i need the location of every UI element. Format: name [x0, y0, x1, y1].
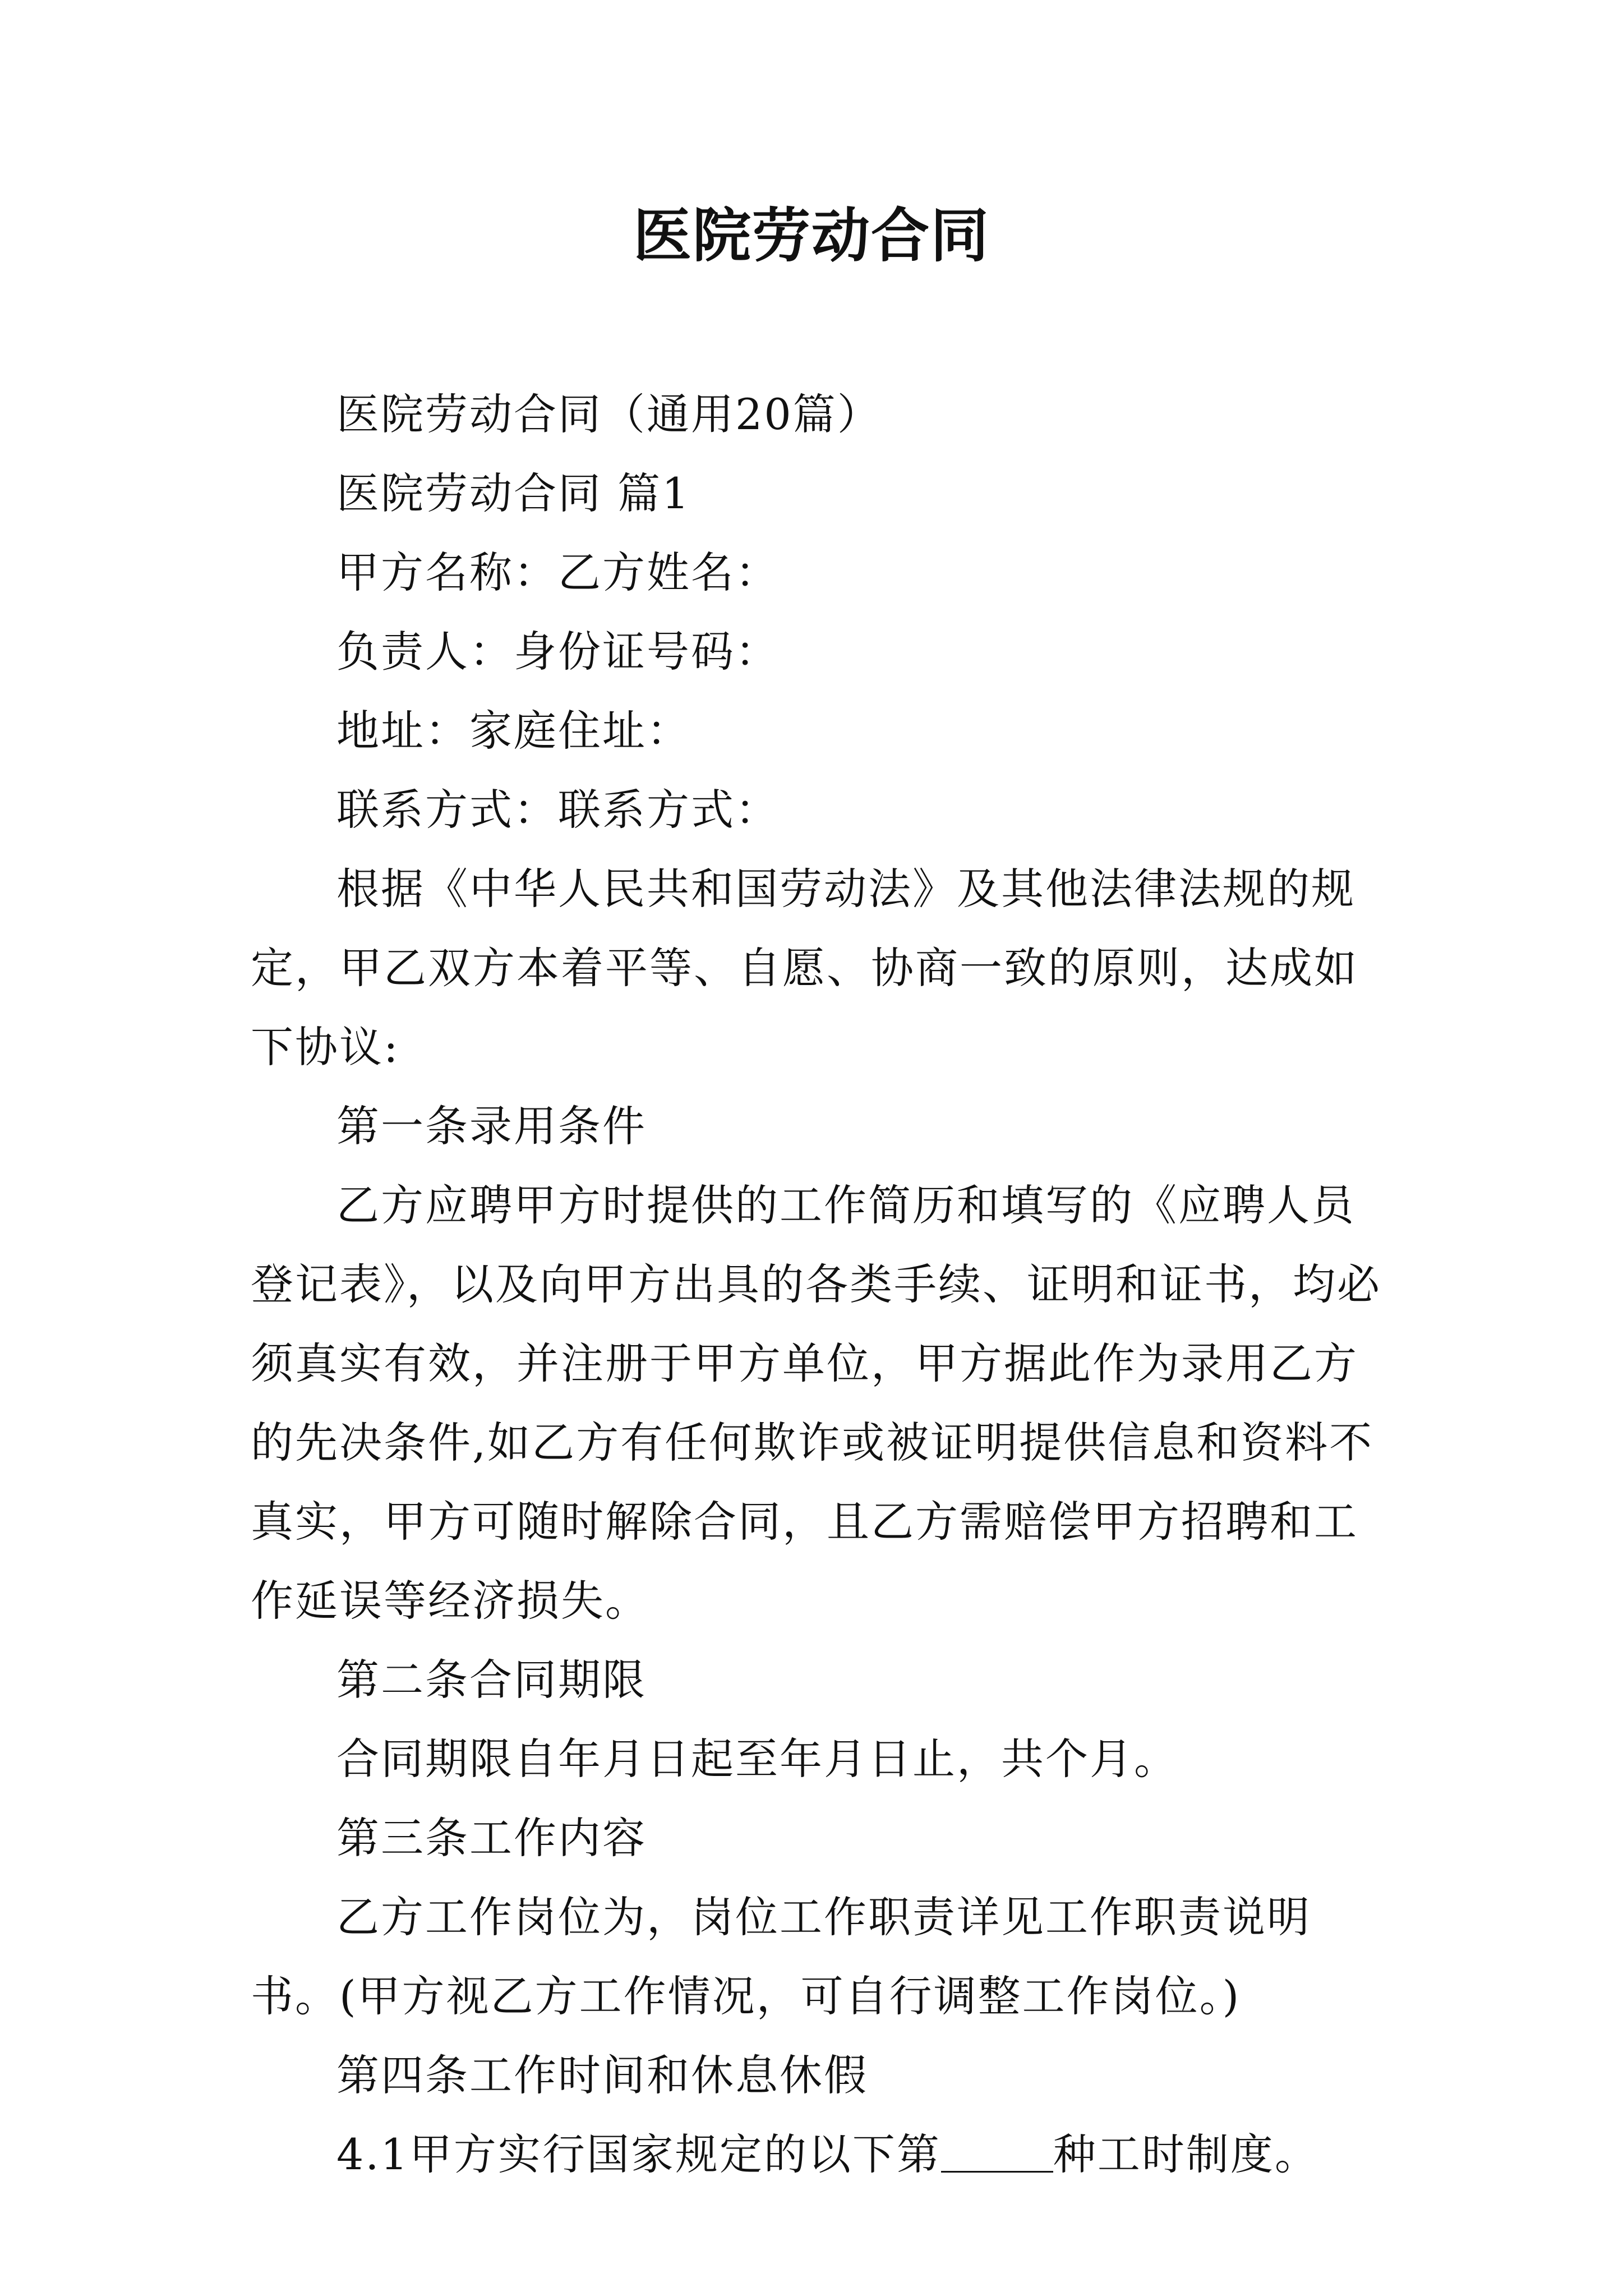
clause-4-1-text-after: 种工时制度。 — [1053, 2129, 1319, 2179]
paragraph-article-3-heading: 第三条工作内容 — [336, 1813, 647, 1863]
paragraph-article-1-body: 乙方应聘甲方时提供的工作简历和填写的《应聘人员登记表》，以及向甲方出具的各类手续、证明和证书，均必须真实有效，并注册于甲方单位，甲方据此作为录用乙方的先决条件,如乙方有任何欺诈或被证明提供信息和资料不真实，甲方可随时解除合同，且乙方需赔偿甲方招聘和工作延误等经济损失。 — [251, 1180, 1381, 1626]
paragraph-address: 地址：家庭住址： — [336, 706, 691, 756]
paragraph-article-4-1 — [251, 2115, 1389, 2194]
paragraph-preamble: 根据《中华人民共和国劳动法》及其他法律法规的规定，甲乙双方本着平等、自愿、协商一致的原则，达成如下协议: — [251, 864, 1358, 1072]
document-body — [251, 375, 1389, 2194]
clause-4-1-text-before: 4.1甲方实行国家规定的以下第 — [336, 2129, 941, 2179]
paragraph-contact: 联系方式：联系方式： — [336, 785, 780, 835]
paragraph-article-2-heading: 第二条合同期限 — [336, 1655, 647, 1705]
paragraph-subtitle: 医院劳动合同（通用20篇） — [336, 389, 882, 439]
paragraph-article-heading: 医院劳动合同 篇1 — [336, 468, 691, 518]
paragraph-responsible-id: 负责人：身份证号码： — [336, 627, 780, 677]
paragraph-party-names: 甲方名称：乙方姓名： — [336, 547, 780, 597]
paragraph-article-2-body: 合同期限自年月日起至年月日止，共个月。 — [336, 1734, 1178, 1784]
document-title: 医院劳动合同 — [633, 201, 990, 270]
paragraph-article-1-heading: 第一条录用条件 — [336, 1101, 647, 1151]
paragraph-article-3-body: 乙方工作岗位为，岗位工作职责详见工作职责说明书。(甲方视乙方工作情况，可自行调整工作岗位。) — [251, 1892, 1311, 2021]
paragraph-article-4-heading: 第四条工作时间和休息休假 — [336, 2050, 868, 2100]
fill-in-blank — [941, 2128, 1053, 2173]
